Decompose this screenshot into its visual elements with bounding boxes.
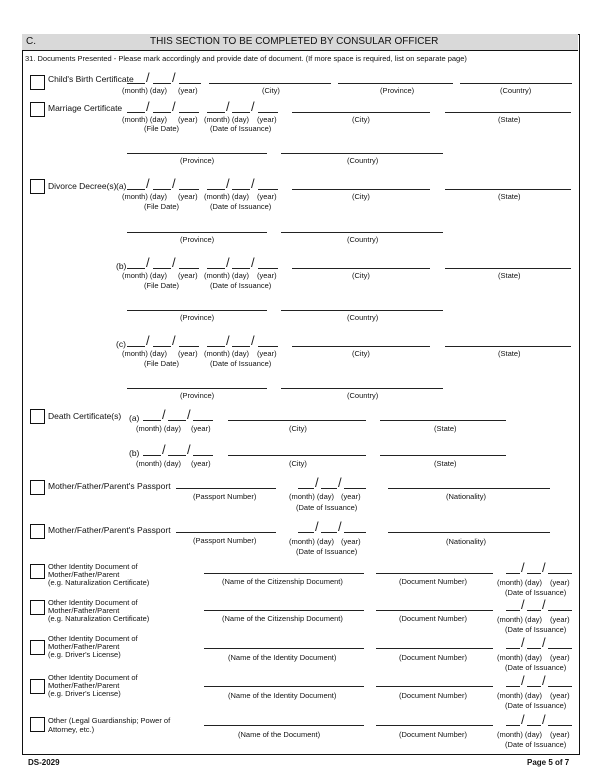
province-label: (Province) xyxy=(380,86,415,95)
birth-month-field[interactable] xyxy=(127,83,145,84)
city-label: (City) xyxy=(352,115,370,124)
marriage-file-year[interactable] xyxy=(179,112,199,113)
year-label: (year) xyxy=(178,192,198,201)
year-label: (year) xyxy=(178,349,198,358)
divorce-b-file-year[interactable] xyxy=(179,268,199,269)
passport-number-label: (Passport Number) xyxy=(193,492,257,501)
other-id-4-month[interactable] xyxy=(506,686,520,687)
death-a-year[interactable] xyxy=(193,420,213,421)
death-a-city-field[interactable] xyxy=(228,420,366,421)
passport-1-day[interactable] xyxy=(321,488,337,489)
divorce-a-file-day[interactable] xyxy=(153,189,171,190)
nationality-label: (Nationality) xyxy=(446,537,487,546)
year-label: (year) xyxy=(341,537,361,546)
passport-2-nationality-field[interactable] xyxy=(388,532,550,533)
divorce-b-issue-month[interactable] xyxy=(207,268,225,269)
divorce-a-issue-day[interactable] xyxy=(232,189,250,190)
marriage-certificate-checkbox[interactable] xyxy=(30,102,45,117)
other-id-4-name-field[interactable] xyxy=(204,686,364,687)
year-label: (year) xyxy=(550,653,570,662)
other-id-4-checkbox[interactable] xyxy=(30,679,45,694)
passport-1-checkbox[interactable] xyxy=(30,480,45,495)
state-label: (State) xyxy=(498,115,521,124)
year-label: (year) xyxy=(178,86,198,95)
marriage-city-field[interactable] xyxy=(292,112,430,113)
year-label: (year) xyxy=(550,578,570,587)
birth-city-field[interactable] xyxy=(209,83,331,84)
issuance-label: (Date of Issuance) xyxy=(210,359,272,368)
sub-b-label: (b) xyxy=(116,261,127,271)
month-day-label: (month) (day) xyxy=(122,192,168,201)
divorce-a-state-field[interactable] xyxy=(445,189,571,190)
passport-number-label: (Passport Number) xyxy=(193,536,257,545)
other-id-1-year[interactable] xyxy=(548,573,572,574)
page-number: Page 5 of 7 xyxy=(527,758,570,767)
year-label: (year) xyxy=(550,730,570,739)
province-label: (Province) xyxy=(180,391,215,400)
other-id-2-label-line3: (e.g. Naturalization Certificate) xyxy=(48,614,150,623)
city-label: (City) xyxy=(352,271,370,280)
divorce-b-country-field[interactable] xyxy=(281,310,443,311)
document-number-label: (Document Number) xyxy=(399,577,467,586)
issuance-label: (Date of Issuance) xyxy=(505,588,567,597)
state-label: (State) xyxy=(498,349,521,358)
file-date-label: (File Date) xyxy=(144,359,180,368)
divorce-c-file-day[interactable] xyxy=(153,346,171,347)
other-id-2-month[interactable] xyxy=(506,610,520,611)
month-day-label: (month) (day) xyxy=(204,349,250,358)
month-day-label: (month) (day) xyxy=(122,115,168,124)
month-day-label: (month) (day) xyxy=(497,691,543,700)
issuance-label: (Date of Issuance) xyxy=(296,547,358,556)
marriage-issue-year[interactable] xyxy=(258,112,278,113)
other-document-label-line1: Other (Legal Guardianship; Power of xyxy=(48,716,171,725)
passport-2-number-field[interactable] xyxy=(176,532,276,533)
other-id-2-number-field[interactable] xyxy=(376,610,493,611)
birth-certificate-checkbox[interactable] xyxy=(30,75,45,90)
year-label: (year) xyxy=(178,271,198,280)
passport-2-day[interactable] xyxy=(321,532,337,533)
month-day-label: (month) (day) xyxy=(204,271,250,280)
other-id-4-label-line2: Mother/Father/Parent xyxy=(48,681,120,690)
death-certificate-checkbox[interactable] xyxy=(30,409,45,424)
section-title: THIS SECTION TO BE COMPLETED BY CONSULAR OFFICER xyxy=(150,36,439,47)
divorce-a-country-field[interactable] xyxy=(281,232,443,233)
month-day-label: (month) (day) xyxy=(497,615,543,624)
citizenship-doc-label: (Name of the Citizenship Document) xyxy=(222,577,343,586)
other-id-3-year[interactable] xyxy=(548,648,572,649)
issuance-label: (Date of Issuance) xyxy=(505,740,567,749)
month-day-label: (month) (day) xyxy=(136,459,182,468)
passport-2-month[interactable] xyxy=(298,532,314,533)
province-label: (Province) xyxy=(180,313,215,322)
issuance-label: (Date of Issuance) xyxy=(505,663,567,672)
divorce-b-file-day[interactable] xyxy=(153,268,171,269)
citizenship-doc-label: (Name of the Citizenship Document) xyxy=(222,614,343,623)
death-b-state-field[interactable] xyxy=(380,455,506,456)
divorce-a-file-year[interactable] xyxy=(179,189,199,190)
marriage-issue-month[interactable] xyxy=(207,112,225,113)
other-id-2-label-line2: Mother/Father/Parent xyxy=(48,606,120,615)
form-id: DS-2029 xyxy=(28,758,60,767)
divorce-c-issue-year[interactable] xyxy=(258,346,278,347)
other-id-2-label-line1: Other Identity Document of xyxy=(48,598,138,607)
other-id-3-checkbox[interactable] xyxy=(30,640,45,655)
death-b-day[interactable] xyxy=(168,455,186,456)
divorce-c-state-field[interactable] xyxy=(445,346,571,347)
divorce-b-issue-day[interactable] xyxy=(232,268,250,269)
file-date-label: (File Date) xyxy=(144,202,180,211)
month-day-label: (month) (day) xyxy=(122,349,168,358)
month-day-label: (month) (day) xyxy=(497,653,543,662)
issuance-label: (Date of Issuance) xyxy=(210,281,272,290)
sub-a-label: (a) xyxy=(129,413,140,423)
city-label: (City) xyxy=(262,86,280,95)
divorce-b-issue-year[interactable] xyxy=(258,268,278,269)
divorce-b-city-field[interactable] xyxy=(292,268,430,269)
country-label: (Country) xyxy=(500,86,532,95)
instruction-text: 31. Documents Presented - Please mark accordingly and provide date of document. (If more space is required, list on separate page) xyxy=(25,54,467,63)
passport-1-label: Mother/Father/Parent's Passport xyxy=(48,481,171,491)
city-label: (City) xyxy=(289,424,307,433)
divorce-b-province-field[interactable] xyxy=(127,310,267,311)
identity-doc-label: (Name of the Identity Document) xyxy=(228,653,337,662)
city-label: (City) xyxy=(352,349,370,358)
other-id-3-label-line1: Other Identity Document of xyxy=(48,634,138,643)
year-label: (year) xyxy=(341,492,361,501)
death-b-month[interactable] xyxy=(143,455,161,456)
state-label: (State) xyxy=(434,459,457,468)
passport-1-nationality-field[interactable] xyxy=(388,488,550,489)
other-document-day[interactable] xyxy=(527,725,541,726)
name-of-document-label: (Name of the Document) xyxy=(238,730,321,739)
document-number-label: (Document Number) xyxy=(399,730,467,739)
issuance-label: (Date of Issuance) xyxy=(505,625,567,634)
other-id-1-label-line1: Other Identity Document of xyxy=(48,562,138,571)
other-id-1-label-line3: (e.g. Naturalization Certificate) xyxy=(48,578,150,587)
sub-a-label: (a) xyxy=(116,181,127,191)
country-label: (Country) xyxy=(347,313,379,322)
state-label: (State) xyxy=(498,271,521,280)
divorce-c-issue-month[interactable] xyxy=(207,346,225,347)
marriage-issue-day[interactable] xyxy=(232,112,250,113)
sub-b-label: (b) xyxy=(129,448,140,458)
month-day-label: (month) (day) xyxy=(204,192,250,201)
province-label: (Province) xyxy=(180,156,215,165)
divorce-decree-checkbox[interactable] xyxy=(30,179,45,194)
divorce-b-state-field[interactable] xyxy=(445,268,571,269)
issuance-label: (Date of Issuance) xyxy=(210,202,272,211)
document-number-label: (Document Number) xyxy=(399,691,467,700)
year-label: (year) xyxy=(257,349,277,358)
passport-1-month[interactable] xyxy=(298,488,314,489)
state-label: (State) xyxy=(498,192,521,201)
birth-province-field[interactable] xyxy=(338,83,453,84)
province-label: (Province) xyxy=(180,235,215,244)
issuance-label: (Date of Issuance) xyxy=(210,124,272,133)
divorce-c-issue-day[interactable] xyxy=(232,346,250,347)
marriage-file-month[interactable] xyxy=(127,112,145,113)
country-label: (Country) xyxy=(347,156,379,165)
birth-day-field[interactable] xyxy=(153,83,171,84)
other-id-1-label-line2: Mother/Father/Parent xyxy=(48,570,120,579)
birth-country-field[interactable] xyxy=(460,83,572,84)
other-id-2-name-field[interactable] xyxy=(204,610,364,611)
other-document-checkbox[interactable] xyxy=(30,717,45,732)
section-letter: C. xyxy=(26,36,36,47)
other-id-4-label-line3: (e.g. Driver's License) xyxy=(48,689,121,698)
marriage-file-day[interactable] xyxy=(153,112,171,113)
divorce-a-issue-month[interactable] xyxy=(207,189,225,190)
nationality-label: (Nationality) xyxy=(446,492,487,501)
other-id-4-day[interactable] xyxy=(527,686,541,687)
file-date-label: (File Date) xyxy=(144,124,180,133)
month-day-label: (month) (day) xyxy=(497,578,543,587)
other-document-month[interactable] xyxy=(506,725,520,726)
death-certificate-label: Death Certificate(s) xyxy=(48,411,122,421)
divorce-c-file-month[interactable] xyxy=(127,346,145,347)
passport-2-year[interactable] xyxy=(344,532,366,533)
marriage-country-field[interactable] xyxy=(281,153,443,154)
document-number-label: (Document Number) xyxy=(399,653,467,662)
passport-1-year[interactable] xyxy=(344,488,366,489)
divorce-c-file-year[interactable] xyxy=(179,346,199,347)
year-label: (year) xyxy=(257,192,277,201)
divorce-a-issue-year[interactable] xyxy=(258,189,278,190)
divorce-c-city-field[interactable] xyxy=(292,346,430,347)
divorce-b-file-month[interactable] xyxy=(127,268,145,269)
other-id-1-number-field[interactable] xyxy=(376,573,493,574)
year-label: (year) xyxy=(191,459,211,468)
month-day-label: (month) (day) xyxy=(136,424,182,433)
divorce-a-city-field[interactable] xyxy=(292,189,430,190)
year-label: (year) xyxy=(178,115,198,124)
sub-c-label: (c) xyxy=(116,339,126,349)
year-label: (year) xyxy=(257,271,277,280)
year-label: (year) xyxy=(550,691,570,700)
death-b-city-field[interactable] xyxy=(228,455,366,456)
other-id-3-day[interactable] xyxy=(527,648,541,649)
issuance-label: (Date of Issuance) xyxy=(505,701,567,710)
other-id-3-number-field[interactable] xyxy=(376,648,493,649)
other-id-3-label-line3: (e.g. Driver's License) xyxy=(48,650,121,659)
other-document-name-field[interactable] xyxy=(204,725,364,726)
year-label: (year) xyxy=(191,424,211,433)
other-id-1-day[interactable] xyxy=(527,573,541,574)
month-day-label: (month) (day) xyxy=(122,271,168,280)
other-id-4-year[interactable] xyxy=(548,686,572,687)
other-id-4-label-line1: Other Identity Document of xyxy=(48,673,138,682)
passport-2-checkbox[interactable] xyxy=(30,524,45,539)
birth-certificate-label: Child's Birth Certificate xyxy=(48,74,134,84)
death-a-day[interactable] xyxy=(168,420,186,421)
year-label: (year) xyxy=(550,615,570,624)
other-id-2-day[interactable] xyxy=(527,610,541,611)
issuance-label: (Date of Issuance) xyxy=(296,503,358,512)
document-number-label: (Document Number) xyxy=(399,614,467,623)
identity-doc-label: (Name of the Identity Document) xyxy=(228,691,337,700)
month-day-label: (month) (day) xyxy=(289,537,335,546)
other-id-3-label-line2: Mother/Father/Parent xyxy=(48,642,120,651)
death-b-year[interactable] xyxy=(193,455,213,456)
month-day-label: (month) (day) xyxy=(204,115,250,124)
other-id-3-month[interactable] xyxy=(506,648,520,649)
marriage-certificate-label: Marriage Certificate xyxy=(48,103,123,113)
other-id-2-checkbox[interactable] xyxy=(30,600,45,615)
divorce-decree-label: Divorce Decree(s) xyxy=(48,181,117,191)
divorce-c-country-field[interactable] xyxy=(281,388,443,389)
other-id-2-year[interactable] xyxy=(548,610,572,611)
state-label: (State) xyxy=(434,424,457,433)
country-label: (Country) xyxy=(347,235,379,244)
passport-1-number-field[interactable] xyxy=(176,488,276,489)
death-a-state-field[interactable] xyxy=(380,420,506,421)
other-document-number-field[interactable] xyxy=(376,725,493,726)
other-id-4-number-field[interactable] xyxy=(376,686,493,687)
death-a-month[interactable] xyxy=(143,420,161,421)
divorce-a-province-field[interactable] xyxy=(127,232,267,233)
divorce-c-province-field[interactable] xyxy=(127,388,267,389)
marriage-province-field[interactable] xyxy=(127,153,267,154)
marriage-state-field[interactable] xyxy=(445,112,571,113)
other-document-year[interactable] xyxy=(548,725,572,726)
other-document-label-line2: Attorney, etc.) xyxy=(48,725,95,734)
birth-year-field[interactable] xyxy=(179,83,201,84)
other-id-1-checkbox[interactable] xyxy=(30,564,45,579)
country-label: (Country) xyxy=(347,391,379,400)
other-id-3-name-field[interactable] xyxy=(204,648,364,649)
city-label: (City) xyxy=(289,459,307,468)
month-day-label: (month) (day) xyxy=(497,730,543,739)
file-date-label: (File Date) xyxy=(144,281,180,290)
divorce-a-file-month[interactable] xyxy=(127,189,145,190)
year-label: (year) xyxy=(257,115,277,124)
month-day-label: (month) (day) xyxy=(289,492,335,501)
month-day-label: (month) (day) xyxy=(122,86,168,95)
city-label: (City) xyxy=(352,192,370,201)
passport-2-label: Mother/Father/Parent's Passport xyxy=(48,525,171,535)
other-id-1-month[interactable] xyxy=(506,573,520,574)
other-id-1-name-field[interactable] xyxy=(204,573,364,574)
